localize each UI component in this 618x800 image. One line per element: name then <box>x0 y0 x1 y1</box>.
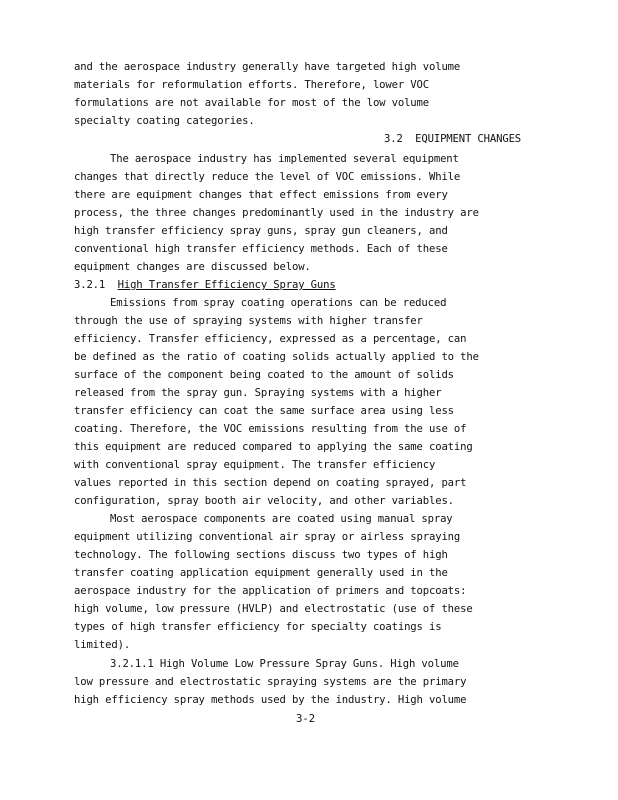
body-line: transfer coating application equipment generally used in the <box>74 567 448 579</box>
section-title: EQUIPMENT CHANGES <box>415 133 522 145</box>
body-line: changes that directly reduce the level of VOC emissions. While <box>74 171 461 183</box>
body-line: surface of the component being coated to the amount of solids <box>74 369 454 381</box>
body-line: materials for reformulation efforts. Therefore, lower VOC <box>74 79 429 91</box>
body-line: formulations are not available for most of the low volume <box>74 97 429 109</box>
body-line: efficiency. Transfer efficiency, expressed as a percentage, can <box>74 333 467 345</box>
body-line: limited). <box>74 639 131 651</box>
body-line: high efficiency spray methods used by the industry. High volume <box>74 694 467 706</box>
body-line: specialty coating categories. <box>74 115 255 127</box>
page-number: 3-2 <box>296 713 316 725</box>
body-line: released from the spray gun. Spraying systems with a higher <box>74 387 442 399</box>
body-line: low pressure and electrostatic spraying systems are the primary <box>74 676 467 688</box>
body-line: conventional high transfer efficiency methods. Each of these <box>74 243 448 255</box>
body-line: Emissions from spray coating operations can be reduced <box>110 297 447 309</box>
body-line: values reported in this section depend on coating sprayed, part <box>74 477 467 489</box>
body-line: configuration, spray booth air velocity, and other variables. <box>74 495 454 507</box>
body-line: transfer efficiency can coat the same surface area using less <box>74 405 454 417</box>
body-line: coating. Therefore, the VOC emissions resulting from the use of <box>74 423 467 435</box>
body-line: high transfer efficiency spray guns, spray gun cleaners, and <box>74 225 448 237</box>
body-line: High volume <box>390 658 459 670</box>
body-line: Most aerospace components are coated using manual spray <box>110 513 453 525</box>
body-line: and the aerospace industry generally have targeted high volume <box>74 61 461 73</box>
subsection-number: 3.2.1 <box>74 279 106 291</box>
body-line: aerospace industry for the application of primers and topcoats: <box>74 585 467 597</box>
body-line: high volume, low pressure (HVLP) and electrostatic (use of these <box>74 603 473 615</box>
body-line: The aerospace industry has implemented several equipment <box>110 153 459 165</box>
subsubsection-title: High Volume Low Pressure Spray Guns. <box>159 658 385 670</box>
body-line: equipment changes are discussed below. <box>74 261 311 273</box>
section-heading <box>384 130 618 148</box>
body-line: this equipment are reduced compared to applying the same coating <box>74 441 473 453</box>
section-number: 3.2 <box>384 133 403 145</box>
body-line: types of high transfer efficiency for specialty coatings is <box>74 621 442 633</box>
body-line: with conventional spray equipment. The transfer efficiency <box>74 459 436 471</box>
subsubsection-number: 3.2.1.1 <box>110 658 154 670</box>
body-line: be defined as the ratio of coating solids actually applied to the <box>74 351 479 363</box>
subsection-title: High Transfer Efficiency Spray Guns <box>117 279 336 291</box>
body-line: technology. The following sections discuss two types of high <box>74 549 448 561</box>
body-line: equipment utilizing conventional air spray or airless spraying <box>74 531 461 543</box>
body-line: through the use of spraying systems with higher transfer <box>74 315 423 327</box>
body-line: process, the three changes predominantly used in the industry are <box>74 207 479 219</box>
body-line: there are equipment changes that effect emissions from every <box>74 189 448 201</box>
subsubsection-heading <box>110 655 580 673</box>
subsection-heading <box>74 276 544 294</box>
